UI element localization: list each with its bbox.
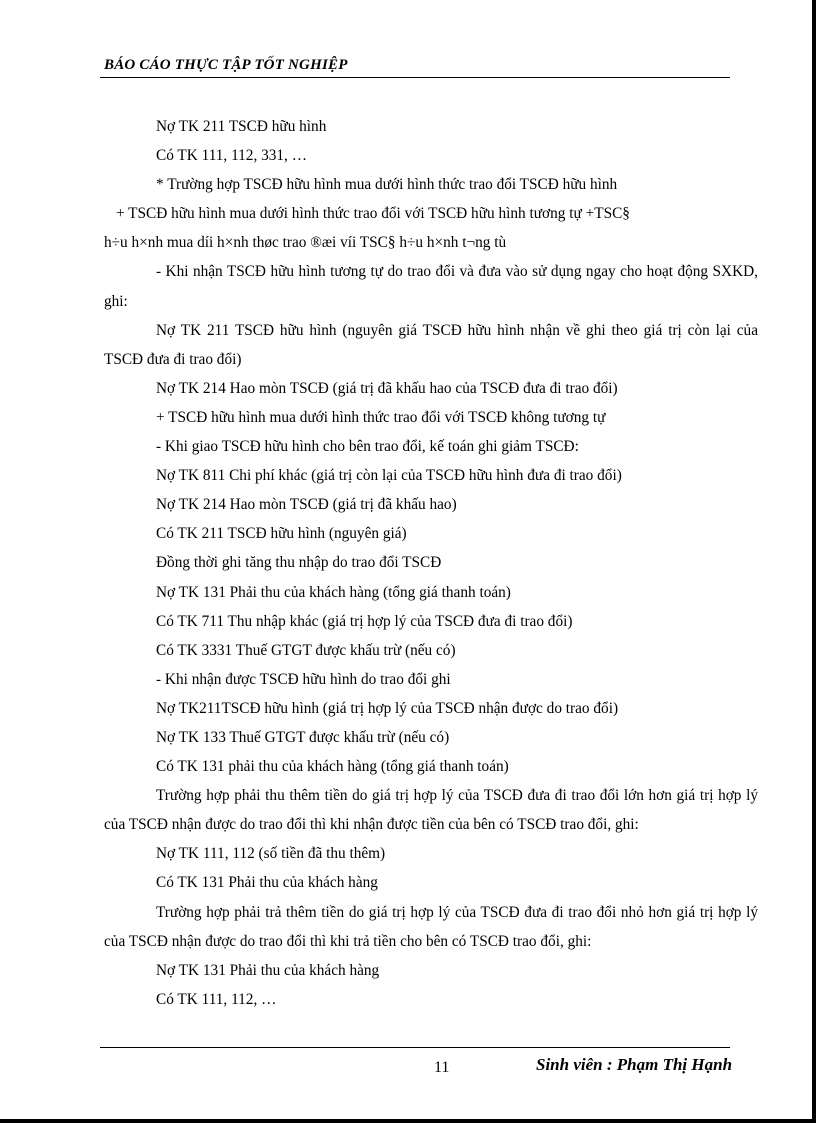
text-line: Nợ TK 214 Hao mòn TSCĐ (giá trị đã khấu hao) bbox=[156, 496, 457, 514]
text-line: * Trường hợp TSCĐ hữu hình mua dưới hình thức trao đổi TSCĐ hữu hình bbox=[156, 176, 618, 194]
text-line: Có TK 111, 112, … bbox=[156, 990, 277, 1008]
text-line: Nợ TK211TSCĐ hữu hình (giá trị hợp lý của TSCĐ nhận được do trao đổi) bbox=[156, 699, 619, 717]
text-line: Có TK 211 TSCĐ hữu hình (nguyên giá) bbox=[156, 525, 407, 543]
paragraph: - Khi nhận TSCĐ hữu hình tương tự do trao đổi và đưa vào sử dụng ngay cho hoạt động SXKD, ghi: bbox=[104, 263, 758, 310]
text-line: Nợ TK 133 Thuế GTGT được khấu trừ (nếu có) bbox=[156, 728, 450, 746]
text-line: Có TK 3331 Thuế GTGT được khấu trừ (nếu có) bbox=[156, 641, 456, 659]
text-line: Có TK 711 Thu nhập khác (giá trị hợp lý của TSCĐ đưa đi trao đổi) bbox=[156, 612, 573, 630]
text-line: Có TK 111, 112, 331, … bbox=[156, 147, 307, 165]
text-line: Nợ TK 131 Phải thu của khách hàng bbox=[156, 961, 380, 979]
text-line: Nợ TK 214 Hao mòn TSCĐ (giá trị đã khấu hao của TSCĐ đưa đi trao đổi) bbox=[156, 379, 618, 397]
header-divider bbox=[100, 77, 730, 78]
paragraph: Nợ TK 211 TSCĐ hữu hình (nguyên giá TSCĐ hữu hình nhận về ghi theo giá trị còn lại của TSCĐ đưa đi trao đổi) bbox=[104, 321, 758, 368]
footer-divider bbox=[100, 1047, 730, 1048]
paragraph: Trường hợp phải trả thêm tiền do giá trị hợp lý của TSCĐ đưa đi trao đổi nhỏ hơn giá trị hợp lý của TSCĐ nhận được do trao đổi thì khi trả tiền cho bên có TSCĐ trao đổi, ghi: bbox=[104, 903, 758, 950]
paragraph: Trường hợp phải thu thêm tiền do giá trị hợp lý của TSCĐ đưa đi trao đổi lớn hơn giá trị hợp lý của TSCĐ nhận được do trao đổi thì khi nhận được tiền của bên có TSCĐ trao đổi, ghi: bbox=[104, 787, 758, 834]
text-line: - Khi nhận được TSCĐ hữu hình do trao đổi ghi bbox=[156, 670, 451, 688]
text-line-garbled: h÷u h×nh mua díi h×nh thøc trao ®æi víi TSC§ h÷u h×nh t¬ng tù bbox=[104, 234, 507, 252]
text-line: + TSCĐ hữu hình mua dưới hình thức trao đổi với TSCĐ không tương tự bbox=[156, 408, 606, 426]
text-line: Có TK 131 Phải thu của khách hàng bbox=[156, 874, 378, 892]
report-header-title: BÁO CÁO THỰC TẬP TỐT NGHIỆP bbox=[104, 57, 348, 73]
page-number: 11 bbox=[434, 1059, 450, 1076]
document-body bbox=[104, 112, 758, 1014]
text-line: Đồng thời ghi tăng thu nhập do trao đổi TSCĐ bbox=[156, 554, 442, 572]
text-line: Nợ TK 131 Phải thu của khách hàng (tổng giá thanh toán) bbox=[156, 583, 511, 601]
text-line: Nợ TK 811 Chi phí khác (giá trị còn lại của TSCĐ hữu hình đưa đi trao đổi) bbox=[156, 467, 622, 485]
footer-author: Sinh viên : Phạm Thị Hạnh bbox=[536, 1055, 733, 1074]
text-line: Nợ TK 111, 112 (số tiền đã thu thêm) bbox=[156, 845, 386, 863]
text-line: - Khi giao TSCĐ hữu hình cho bên trao đổi, kế toán ghi giảm TSCĐ: bbox=[156, 438, 579, 456]
text-line: + TSCĐ hữu hình mua dưới hình thức trao đổi với TSCĐ hữu hình tương tự +TSC§ bbox=[116, 205, 630, 223]
text-line: Có TK 131 phải thu của khách hàng (tổng giá thanh toán) bbox=[156, 758, 509, 776]
text-line: Nợ TK 211 TSCĐ hữu hình bbox=[156, 118, 327, 135]
